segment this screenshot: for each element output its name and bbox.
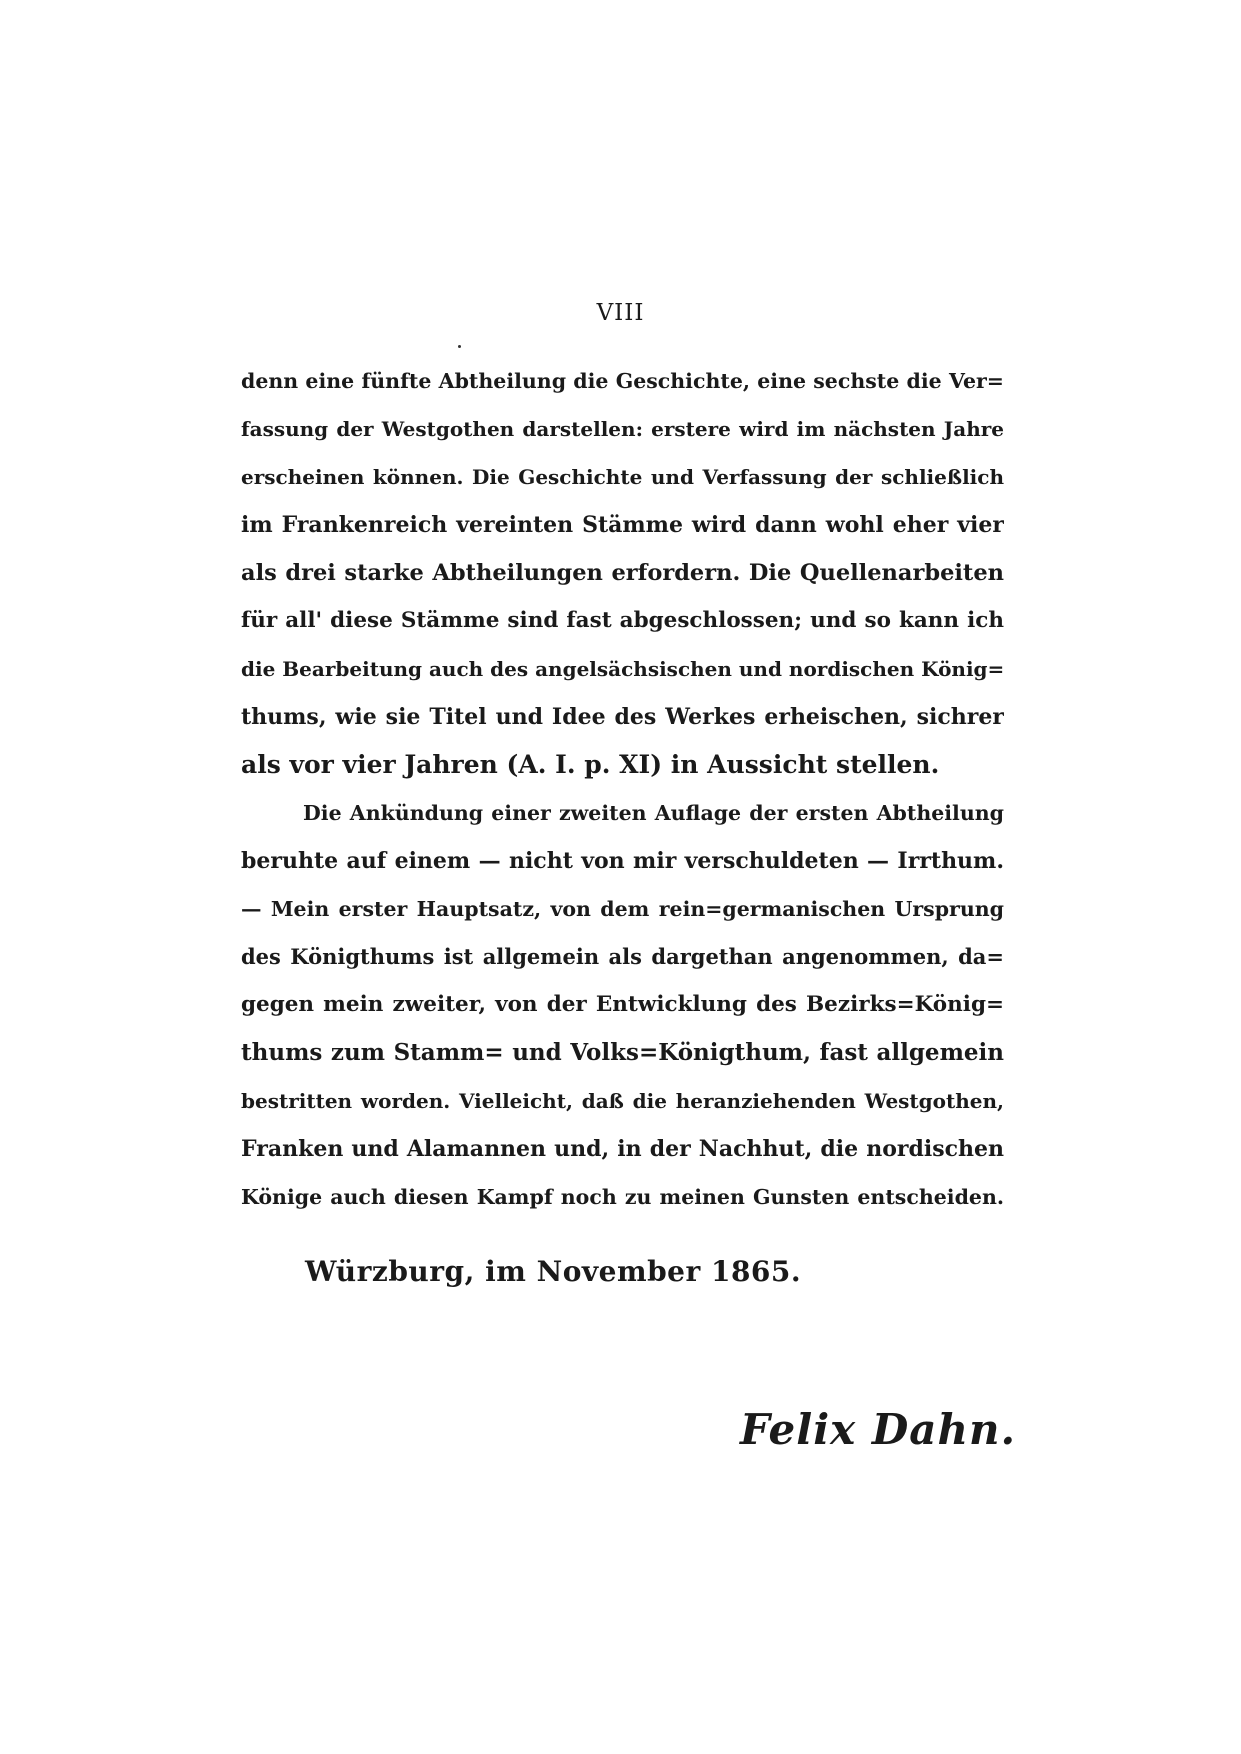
text-line: Die Ankündung einer zweiten Auflage der ersten Abtheilung — [303, 801, 1004, 825]
text-line: erscheinen können. Die Geschichte und Verfassung der schließlich — [241, 465, 1004, 489]
paragraph-2 — [241, 789, 1004, 1221]
text-line: die Bearbeitung auch des angelsächsischen und nordischen König= — [241, 657, 1004, 681]
text-line: bestritten worden. Vielleicht, daß die heranziehenden Westgothen, — [241, 1089, 1004, 1113]
text-line: Könige auch diesen Kampf noch zu meinen Gunsten entscheiden. — [241, 1185, 1004, 1209]
text-line: als vor vier Jahren (A. I. p. XI) in Aussicht stellen. — [241, 750, 940, 779]
body-text — [241, 357, 1004, 1221]
text-line: — Mein erster Hauptsatz, von dem rein=germanischen Ursprung — [241, 897, 1004, 921]
page-number: VIII — [596, 300, 645, 326]
paragraph-1 — [241, 357, 1004, 789]
text-line: für all' diese Stämme sind fast abgeschlossen; und so kann ich — [241, 608, 1004, 633]
text-line: im Frankenreich vereinten Stämme wird dann wohl eher vier — [241, 512, 1004, 538]
print-speck — [458, 345, 461, 348]
text-line: thums zum Stamm= und Volks=Königthum, fast allgemein — [241, 1039, 1004, 1066]
text-line: fassung der Westgothen darstellen: erstere wird im nächsten Jahre — [241, 417, 1004, 441]
place-date-line: Würzburg, im November 1865. — [305, 1255, 802, 1288]
text-line: Franken und Alamannen und, in der Nachhut, die nordischen — [241, 1136, 1004, 1162]
text-line: gegen mein zweiter, von der Entwicklung des Bezirks=König= — [241, 992, 1004, 1017]
text-line: als drei starke Abtheilungen erfordern. Die Quellenarbeiten — [241, 560, 1004, 586]
author-signature: Felix Dahn. — [740, 1405, 1017, 1454]
text-line: beruhte auf einem — nicht von mir verschuldeten — Irrthum. — [241, 848, 1004, 874]
text-line: thums, wie sie Titel und Idee des Werkes erheischen, sichrer — [241, 704, 1004, 730]
text-line: denn eine fünfte Abtheilung die Geschichte, eine sechste die Ver= — [241, 369, 1004, 393]
text-line: des Königthums ist allgemein als dargethan angenommen, da= — [241, 944, 1004, 969]
